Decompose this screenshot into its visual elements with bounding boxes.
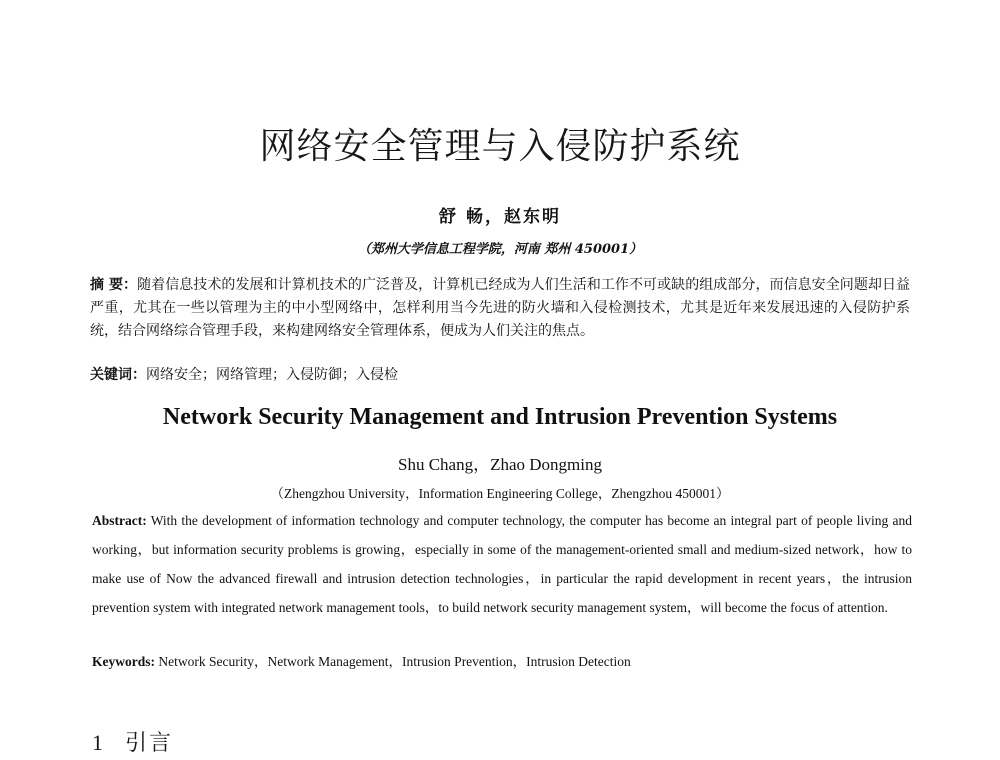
- keywords-cn-label: 关键词：: [90, 367, 146, 383]
- abstract-cn-label: 摘 要：: [90, 277, 138, 293]
- abstract-en-text: With the development of information technology and computer technology, the computer has become an integral part of people living and working，but information security problems is growing，especially in some of the management-oriented small and medium-sized network，how to make use of Now the advanced firewall and intrusion detection technologies，in particular the rapid development in recent years，the intrusion prevention system with integrated network management tools，to build network security management system，will become the focus of attention.: [92, 513, 913, 615]
- section-number: 1: [92, 730, 103, 755]
- abstract-en-label: Abstract:: [92, 513, 147, 528]
- abstract-cn: [90, 274, 910, 343]
- affiliation-en: （Zhengzhou University，Information Engineering College，Zhengzhou 450001）: [270, 486, 730, 501]
- abstract-en: [92, 506, 912, 622]
- section-title: 引言: [125, 731, 174, 756]
- affiliation-cn: （郑州大学信息工程学院，河南 郑州 450001）: [357, 242, 643, 257]
- abstract-cn-text: 随着信息技术的发展和计算机技术的广泛普及，计算机已经成为人们生活和工作不可或缺的组成部分，而信息安全问题却日益严重，尤其在一些以管理为主的中小型网络中，怎样利用当今先进的防火墙和入侵检测技术，尤其是近年来发展迅速的入侵防护系统，结合网络综合管理手段，来构建网络安全管理体系，便成为人们关注的焦点。: [90, 277, 910, 339]
- section-heading: [92, 726, 173, 757]
- keywords-cn-text: 网络安全；网络管理；入侵防御；入侵检: [146, 367, 398, 383]
- paper-title-en: Network Security Management and Intrusion Prevention Systems: [162, 404, 838, 430]
- keywords-en-label: Keywords:: [92, 654, 155, 669]
- authors-cn: 舒 畅，赵东明: [439, 207, 561, 227]
- paper-title-cn: 网络安全管理与入侵防护系统: [259, 126, 741, 167]
- keywords-en-text: Network Security，Network Management，Intrusion Prevention，Intrusion Detection: [158, 654, 631, 669]
- authors-en: Shu Chang，Zhao Dongming: [398, 455, 602, 474]
- keywords-en: [92, 648, 912, 676]
- keywords-cn: [90, 364, 910, 386]
